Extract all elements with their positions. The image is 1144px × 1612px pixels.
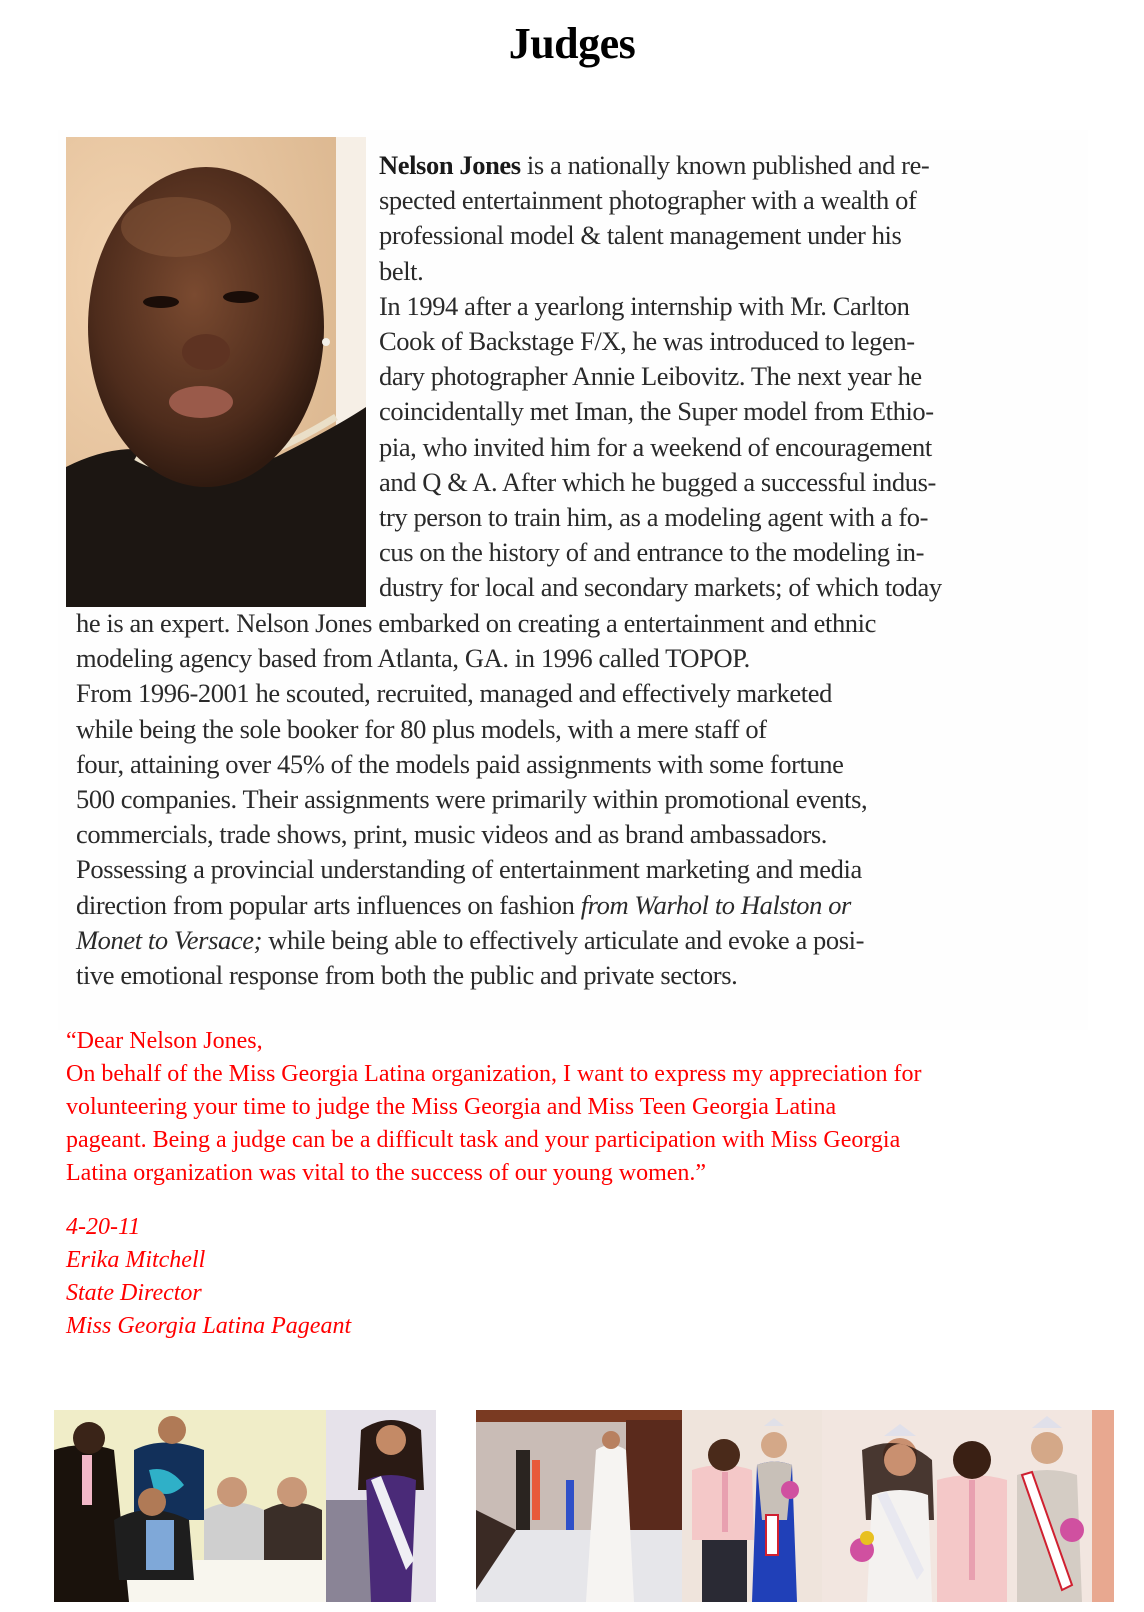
bio-line: In 1994 after a yearlong internship with Mr. Carlton (379, 290, 910, 321)
bio-line: coincidentally met Iman, the Super model from Ethio- (379, 396, 934, 427)
contestant-purple-gown-image (326, 1410, 458, 1602)
bio-line: try person to train him, as a modeling agent with a fo- (379, 502, 929, 533)
appreciation-letter (66, 1025, 922, 1190)
signature-organization: Miss Georgia Latina Pageant (66, 1313, 352, 1339)
nelson-with-two-crowned-winners-image (822, 1410, 1114, 1602)
bio-line: Cook of Backstage F/X, he was introduced to legen- (379, 326, 915, 357)
portrait-image (66, 137, 366, 607)
runway-white-gown-image (476, 1410, 682, 1602)
bio-line: pia, who invited him for a weekend of encouragement (379, 431, 932, 462)
contestant-purple-gown-photo (326, 1410, 458, 1602)
bio-line: and Q & A. After which he bugged a successful indus- (379, 466, 936, 497)
letter-line: “Dear Nelson Jones, (66, 1028, 263, 1054)
judges-panel-photo (54, 1410, 326, 1602)
bio-line: direction from popular arts influences on fashion from Warhol to Halston or (76, 889, 851, 920)
bio-line: while being the sole booker for 80 plus models, with a mere staff of (76, 713, 767, 744)
bio-line: From 1996-2001 he scouted, recruited, managed and effectively marketed (76, 678, 832, 709)
bio-italic-phrase: Monet to Versace; (76, 924, 262, 955)
bio-text-lower (76, 606, 1076, 993)
runway-white-gown-photo (476, 1410, 682, 1602)
bio-line: dary photographer Annie Leibovitz. The next year he (379, 361, 922, 392)
letter-line: volunteering your time to judge the Miss Georgia and Miss Teen Georgia Latina (66, 1094, 837, 1120)
portrait-photo (66, 137, 366, 607)
signature-date: 4-20-11 (66, 1214, 141, 1240)
bio-line: dustry for local and secondary markets; of which today (379, 572, 942, 603)
bio-line: cus on the history of and entrance to the modeling in- (379, 537, 925, 568)
bio-line: Nelson Jones is a nationally known published and re- (379, 150, 930, 180)
bio-line: professional model & talent management under his (379, 220, 902, 251)
bio-name: Nelson Jones (379, 150, 521, 180)
letter-line: pageant. Being a judge can be a difficult task and your participation with Miss Georgia (66, 1127, 901, 1153)
signature-role: State Director (66, 1280, 202, 1306)
bio-line: four, attaining over 45% of the models paid assignments with some fortune (76, 748, 844, 779)
bio-line: Possessing a provincial understanding of entertainment marketing and media (76, 854, 862, 885)
bio-text-upper (379, 148, 1079, 606)
nelson-with-crowned-winner-image (682, 1410, 822, 1602)
page-title: Judges (508, 19, 636, 68)
bio-italic-phrase: from Warhol to Halston or (580, 889, 851, 920)
bio-line: commercials, trade shows, print, music videos and as brand ambassadors. (76, 819, 827, 850)
judges-panel-image (54, 1410, 326, 1602)
letter-line: Latina organization was vital to the success of our young women.” (66, 1160, 707, 1186)
bio-line: 500 companies. Their assignments were primarily within promotional events, (76, 784, 868, 815)
bio-line: modeling agency based from Atlanta, GA. in 1996 called TOPOP. (76, 643, 750, 674)
bio-line: belt. (379, 255, 424, 286)
bio-line: he is an expert. Nelson Jones embarked on creating a entertainment and ethnic (76, 608, 876, 638)
bio-line: spected entertainment photographer with a wealth of (379, 185, 917, 216)
signature-name: Erika Mitchell (66, 1247, 206, 1273)
letter-line: On behalf of the Miss Georgia Latina organization, I want to express my appreciation for (66, 1061, 922, 1087)
bio-line: tive emotional response from both the public and private sectors. (76, 960, 738, 991)
letter-signature (66, 1211, 351, 1343)
nelson-with-crowned-winner-photo (682, 1410, 822, 1602)
nelson-with-two-crowned-winners-photo (822, 1410, 1114, 1602)
bio-line: Monet to Versace; while being able to effectively articulate and evoke a posi- (76, 924, 865, 955)
